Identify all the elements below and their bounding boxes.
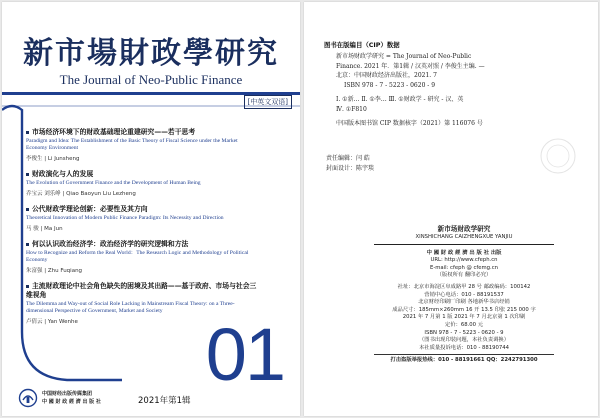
price-line: 定价：68.00 元	[444, 321, 484, 328]
publisher-group-name: 中国财经出版传媒集团	[42, 391, 93, 397]
toc-title-cn: 财政演化与人的发展	[26, 170, 258, 179]
publisher-address: 社址：北京市海淀区阜成路甲 28 号 邮政编码：100142	[397, 283, 531, 290]
book-title-pinyin: XINSHICHANG CAIZHENGXUE YANJIU	[415, 234, 513, 240]
cip-line: ISBN 978 - 7 - 5223 - 0620 - 9	[344, 81, 436, 89]
cover-title-en: The Journal of Neo-Public Finance	[59, 72, 243, 87]
publisher-logo-icon	[18, 388, 38, 408]
toc-title-en: Paradigm and Idea: The Establishment of the Basic Theory of Fiscal Science under the Market Economy Environment	[26, 138, 238, 151]
cover-bilingual-tag: [中英文双语]	[244, 95, 292, 109]
toc-title-en: Theoretical Innovation of Modern Public Finance Paradigm: Its Necessity and Direction	[26, 215, 224, 221]
watermark-icon	[538, 136, 578, 176]
issue-label: 2021年第1辑	[138, 396, 191, 406]
cip-heading: 图书在版编目（CIP）数据	[324, 41, 400, 49]
toc-author: 卢倩云 | Yan Wenhe	[26, 319, 78, 325]
toc-title-en: The Dilemma and Way-out of Social Role Lacking in Mainstream Fiscal Theory: on a Three-dimensional Perspective of Government, Market and Society	[26, 301, 235, 314]
cip-line: Ⅰ. ①新… Ⅱ. ①李… Ⅲ. ①财政学 - 研究 - 汉、英	[336, 96, 464, 103]
toc-author: 李俊生 | Li Junsheng	[26, 156, 80, 162]
copyright-block	[374, 224, 554, 365]
anti-piracy-hotline: 打击盗版举报热线：010 - 88191661 QQ：2242791300	[390, 357, 538, 364]
toc-author: 朱富强 | Zhu Fuqiang	[26, 268, 83, 274]
toc-title-cn: 主流财政理论中社会角色缺失的困境及其出路——基于政府、市场与社会三维视角	[26, 282, 257, 299]
publisher-names	[42, 390, 101, 406]
responsible-editor: 责任编辑：闫 皓	[326, 155, 370, 162]
publisher-email: E-mail: cfeph @ cfemg.cn	[429, 264, 498, 271]
toc-item	[26, 240, 258, 274]
toc-item	[26, 205, 258, 232]
cover-table-of-contents	[26, 128, 258, 333]
cip-line: 中国版本图书馆 CIP 数据核字（2021）第 116076 号	[336, 120, 483, 127]
quality-complaint-phone: 本社质量投诉电话：010 - 88190744	[418, 344, 510, 351]
print-issue-notice: （图书出现印装问题，本社负责调换）	[418, 337, 510, 344]
publisher-url: URL: http://www.cfeph.cn	[430, 257, 498, 264]
editor-credits	[326, 154, 374, 173]
rights-notice: （版权所有 翻印必究）	[436, 272, 492, 279]
cover-designer: 封面设计：陈宇琰	[326, 164, 375, 172]
toc-title-cn: 何以认识政治经济学：政治经济学的研究逻辑和方法	[26, 240, 258, 249]
cip-line: Finance. 2021 年．第1辑 / 汉英对照 / 李俊生主编. —	[336, 62, 485, 70]
toc-title-cn: 市场经济环境下的财政基础理论重建研究——若干思考	[26, 128, 258, 137]
cip-line: Ⅳ. ①F810	[336, 105, 367, 113]
publisher-press-name: 中 國 財 政 經 濟 出 版 社	[42, 399, 101, 405]
toc-item	[26, 170, 258, 197]
cip-line: 北京：中国财政经济出版社，2021. 7	[336, 72, 437, 79]
toc-title-en: The Evolution of Government Finance and the Development of Human Being	[26, 180, 201, 186]
toc-title-cn: 公代财政学理论创新：必要性及其方向	[26, 205, 258, 214]
cip-line: 新市场财政学研究 = The Journal of Neo-Public	[336, 53, 472, 60]
edition-line: 2021 年 7 月第 1 版 2021 年 7 月北京第 1 次印刷	[402, 314, 526, 321]
colophon-page	[304, 2, 598, 416]
cip-data-block	[336, 52, 586, 129]
cover-page	[2, 2, 300, 416]
cover-title-cn: 新市場財政學研究	[23, 36, 279, 71]
printer-line: 北京财经印刷厂印刷 各地新华书店经销	[418, 299, 510, 306]
toc-author: 乔宝云 刘乐峥 | Qiao Baoyun Liu Lezheng	[26, 191, 136, 197]
toc-item	[26, 128, 258, 162]
toc-title-en: How to Recognize and Reform the Real World：The Research Logic and Methodology of Political Economy	[26, 250, 249, 263]
isbn-line: ISBN 978 - 7 - 5223 - 0620 - 9	[424, 329, 504, 336]
toc-author: 马 骏 | Ma Jun	[26, 226, 63, 232]
book-specs: 成品尺寸：185mm×260mm 16 开 13.5 印张 215 000 字	[392, 306, 536, 313]
issue-big-number: 01	[205, 313, 284, 396]
publisher-line: 中 國 財 政 經 濟 出 版 社 出版	[426, 249, 502, 256]
book-title-cn: 新市场财政学研究	[437, 225, 491, 233]
marketing-phone: 营销中心电话：010 - 88191537	[424, 291, 504, 298]
